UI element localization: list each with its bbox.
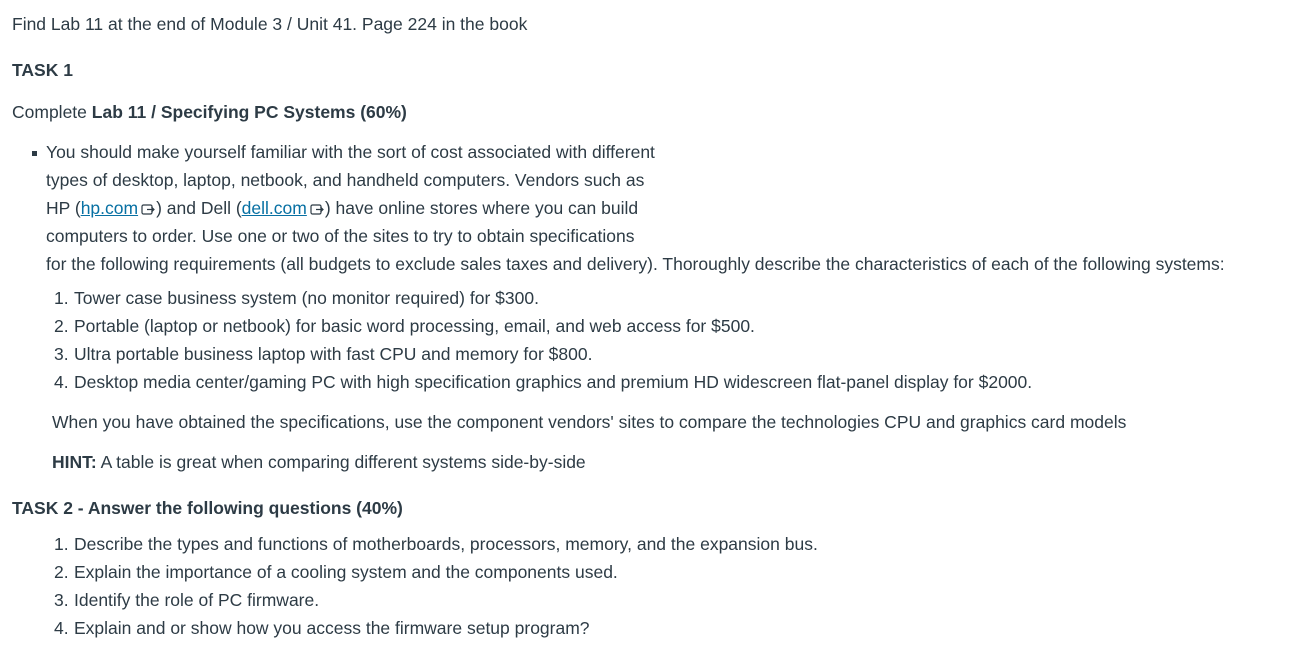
task2-list-item <box>54 561 618 583</box>
list-text: Identify the role of PC firmware. <box>74 590 320 610</box>
task2-list-item <box>54 533 818 555</box>
hint <box>52 451 586 473</box>
list-text: Ultra portable business laptop with fast CPU and memory for $800. <box>74 344 593 364</box>
list-number: 3. <box>54 590 69 610</box>
list-text: Portable (laptop or netbook) for basic word processing, email, and web access for $500. <box>74 316 755 336</box>
text-dell: ) and Dell ( <box>156 198 242 218</box>
task2-heading: TASK 2 - Answer the following questions (40%) <box>12 498 403 518</box>
dell-link[interactable]: dell.com <box>241 198 307 218</box>
list-text: Explain and or show how you access the firmware setup program? <box>74 618 590 638</box>
task1-complete <box>12 101 407 123</box>
hint-text: A table is great when comparing different systems side-by-side <box>96 452 586 472</box>
task1-list-item <box>54 287 539 309</box>
list-number: 2. <box>54 562 69 582</box>
bullet-line-2: types of desktop, laptop, netbook, and handheld computers. Vendors such as <box>46 170 645 190</box>
external-link-icon <box>310 204 324 215</box>
task1-list-item <box>54 343 592 365</box>
bullet-marker <box>32 151 37 156</box>
list-text: Tower case business system (no monitor required) for $300. <box>74 288 539 308</box>
list-number: 3. <box>54 344 69 364</box>
task2-list-item <box>54 617 590 639</box>
bullet-line-4: computers to order. Use one or two of the sites to try to obtain specifications <box>46 226 635 246</box>
bullet-line-5: for the following requirements (all budgets to exclude sales taxes and delivery). Thoroughly describe the characteristics of each of the following systems: <box>46 254 1225 274</box>
list-number: 2. <box>54 316 69 336</box>
text-hp: HP ( <box>46 198 81 218</box>
complete-prefix: Complete <box>12 102 92 122</box>
task1-list-item <box>54 315 755 337</box>
task1-heading: TASK 1 <box>12 60 73 80</box>
list-text: Explain the importance of a cooling system and the components used. <box>74 562 618 582</box>
list-number: 4. <box>54 618 69 638</box>
task2-list-item <box>54 589 319 611</box>
task1-list-item <box>54 371 1032 393</box>
bullet-line-1: You should make yourself familiar with the sort of cost associated with different <box>46 142 655 162</box>
text-stores: ) have online stores where you can build <box>324 198 639 218</box>
bullet-line-3 <box>46 197 638 219</box>
external-link-icon <box>141 204 155 215</box>
hint-label: HINT: <box>52 452 97 472</box>
intro-text: Find Lab 11 at the end of Module 3 / Unit 41. Page 224 in the book <box>12 14 528 34</box>
hp-link[interactable]: hp.com <box>80 198 139 218</box>
list-text: Describe the types and functions of motherboards, processors, memory, and the expansion bus. <box>74 534 818 554</box>
compare-text: When you have obtained the specifications, use the component vendors' sites to compare the technologies CPU and graphics card models <box>52 412 1127 432</box>
list-number: 1. <box>54 288 69 308</box>
list-number: 1. <box>54 534 69 554</box>
lab-title: Lab 11 / Specifying PC Systems (60%) <box>91 102 407 122</box>
list-text: Desktop media center/gaming PC with high specification graphics and premium HD widescreen flat-panel display for $2000. <box>74 372 1033 392</box>
list-number: 4. <box>54 372 69 392</box>
